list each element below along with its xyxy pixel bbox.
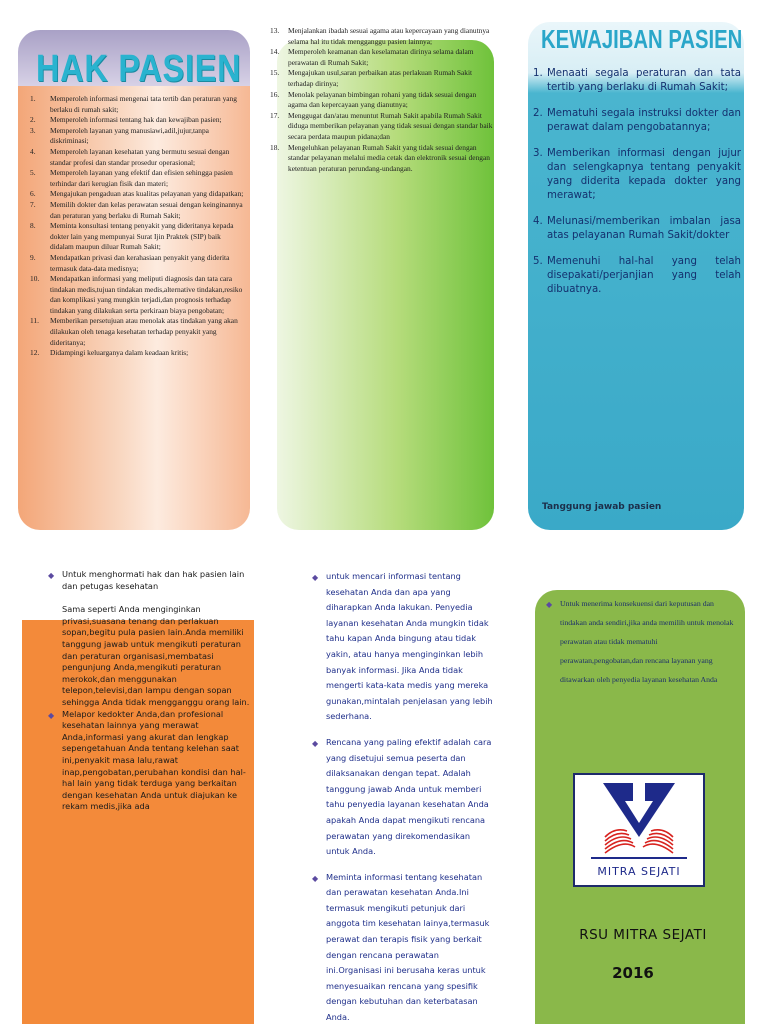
list-item-number: 2. [533,108,543,119]
list-item-number: 3. [533,148,543,159]
bullet-icon: ◆ [312,738,319,748]
list-item [533,215,741,243]
list-item [270,111,496,143]
list-item-text: Memperoleh keamanan dan keselamatan dirinya selama dalam perawatan di Rumah Sakit; [288,47,474,67]
hak-pasien-list [30,94,244,359]
list-item-text: Menolak pelayanan bimbingan rohani yang tidak sesuai dengan agama dan kepercayaan yang dianutnya; [288,89,477,110]
list-item-number: 9. [30,252,36,262]
list-item-number: 5. [533,256,543,267]
bullet-icon: ◆ [312,573,319,582]
list-item [30,189,244,200]
list-item [30,221,244,253]
list-item [30,126,244,147]
list-item-text: Memberikan informasi dengan jujur dan selengkapnya tentang penyakit yang diderita kepada dokter yang merawat; [547,148,741,201]
kewajiban-pasien-list [533,67,741,309]
list-item [48,569,252,592]
list-item-text: Melunasi/memberikan imbalan jasa atas pelayanan Rumah Sakit/dokter [547,216,741,241]
list-item-text: Memperoleh informasi mengenai tata tertib dan peraturan yang berlaku di rumah sakit; [50,94,237,114]
svg-text:MITRA SEJATI: MITRA SEJATI [597,865,681,878]
list-item-text: Mendapatkan informasi yang meliputi diagnosis dan tata cara tindakan medis,tujuan tindakan medis,alternative tindakan,resiko dan komplikasi yang mungkin terjadi,dan prognosis terhadap tindakan yang dilakukan serta perkiraan biaya pengobatan; [50,274,243,315]
list-item-text: Mengeluhkan pelayanan Rumah Sakit yang tidak sesuai dengan standar pelayanan melalui media cetak dan elektronik sesuai dengan ketentuan peraturan perundang-undangan. [288,142,490,173]
list-item-number: 10. [30,274,40,284]
list-item-text: Memperoleh layanan yang manusiawi,adil,jujur,tanpa diskriminasi; [50,125,209,146]
list-item-text: Memperoleh layanan yang efektif dan efisien sehingga pasien terhindar dari kerugian fisik dan materi; [50,168,233,188]
kewajiban-pasien-title: KEWAJIBAN PASIEN [541,24,743,54]
list-item-text: Didampingi keluarganya dalam keadaan kritis; [50,348,189,358]
list-item-number: 8. [30,221,36,231]
list-item [62,604,252,708]
list-item [312,735,494,860]
list-item-text: Mematuhi segala instruksi dokter dan perawat dalam pengobatannya; [547,108,741,133]
list-item-text: Memperoleh informasi tentang hak dan kewajiban pasien; [50,115,222,125]
list-item-number: 4. [533,216,543,227]
list-item-number: 17. [270,110,280,120]
list-item [546,594,740,689]
list-item-text: Meminta konsultasi tentang penyakit yang dideritanya kepada dokter lain yang mempunyai Surat Ijin Praktek (SIP) baik didalam maupun diluar Rumah Sakit; [50,221,234,252]
list-item-text: Memberikan persetujuan atau menolak atas tindakan yang akan dilakukan oleh tenaga kesehatan terhadap penyakit yang dideritanya; [50,316,238,347]
list-item [48,708,252,813]
list-item-number: 3. [30,125,36,135]
list-item-number: 1. [533,68,543,79]
logo-graphic [575,775,703,885]
bullet-icon: ◆ [546,600,553,609]
list-item-text: Untuk menerima konsekuensi dari keputusan dan tindakan anda sendiri,jika anda memilih untuk menolak perawatan atau tidak mematuhi perawatan,pengobatan,dan rencana layanan yang ditawarkan oleh penyedia layanan kesehatan Anda [560,599,734,684]
list-item-number: 7. [30,199,36,209]
list-item [533,107,741,135]
list-item-text: Mengajukan usul,saran perbaikan atas perlakuan Rumah Sakit terhadap dirinya; [288,68,473,88]
list-item [30,274,244,316]
list-item [312,870,494,1026]
orange-panel-text [48,569,252,813]
tanggung-jawab-label: Tanggung jawab pasien [542,502,662,512]
hospital-name: RSU MITRA SEJATI [579,927,707,943]
list-item-number: 1. [30,94,36,103]
list-item-text: Meminta informasi tentang kesehatan dan perawatan kesehatan Anda.Ini termasuk mengikuti petunjuk dari anggota tim kesehatan lainya,termasuk perawat dan terapis fisik yang berkait dengan rencana perawatan ini.Organisasi ini berusaha keras untuk menyesuaikan rencana yang spesifik dengan kebutuhan dan keterbatasan Anda. [326,871,490,1023]
list-item [30,200,244,221]
list-item-number: 11. [30,316,39,326]
list-item [270,143,496,175]
list-item-text: Mendapatkan privasi dan kerahasiaan penyakit yang diderita termasuk data-data medisnya; [50,252,230,273]
list-item [30,94,244,115]
list-item [312,569,494,725]
list-item-text: Memilih dokter dan kelas perawatan sesuai dengan keinginannya dan peraturan yang berlaku di Rumah Sakit; [50,199,243,220]
list-item [533,147,741,203]
list-item [30,168,244,189]
list-item-text: Melapor kedokter Anda,dan profesional kesehatan lainnya yang merawat Anda,informasi yang akurat dan lengkap sepengetahuan Anda tentang kelehan saat ini,penyakit masa lalu,rawat inap,pengobatan,perubahan kondisi dan hal-hal lain yang tidak terduga yang berkaitan dengan kesehatan Anda untuk diajukan ke rekam medis,jika ada [62,708,246,812]
list-item [270,90,496,111]
list-item-text: Menaati segala peraturan dan tata tertib yang berlaku di Rumah Sakit; [547,68,741,93]
list-item [270,68,496,89]
list-item-text: Rencana yang paling efektif adalah cara yang disetujui semua peserta dan dilaksanakan dengan tepat. Adalah tanggung jawab Anda untuk memberi tahu penyedia layanan kesehatan Anda apakah Anda dapat mengikuti rencana perawatan yang direkomendasikan untuk Anda. [326,736,492,857]
bullet-icon: ◆ [48,710,55,720]
list-item [533,255,741,297]
white-panel-text [312,569,494,1036]
list-item [270,26,496,47]
year-label: 2016 [612,964,654,982]
hak-pasien-list-continued [270,26,496,174]
list-item-number: 2. [30,115,36,125]
list-item [30,115,244,126]
list-item [30,348,244,359]
list-item-number: 14. [270,47,280,57]
list-item-number: 6. [30,189,36,199]
hak-pasien-title: HAK PASIEN [36,48,242,90]
list-item [30,316,244,348]
mitra-sejati-logo [573,773,705,887]
list-item-text: Menggugat dan/atau menuntut Rumah Sakit apabila Rumah Sakit diduga memberikan pelayanan yang tidak sesuai dengan standar baik secara perdata maupun pidana;dan [288,110,493,141]
list-item-text: Memperoleh layanan kesehatan yang bermutu sesuai dengan standar profesi dan standar prosedur operasional; [50,146,230,167]
list-item-number: 13. [270,26,280,35]
list-item-text: Mengajukan pengaduan atas kualitas pelayanan yang didapatkan; [50,189,244,199]
list-item-number: 15. [270,68,280,78]
bullet-icon: ◆ [312,873,319,883]
list-item-text: Untuk menghormati hak dan hak pasien lain dan petugas kesehatan [62,569,245,591]
list-item-number: 4. [30,146,36,156]
list-item-number: 12. [30,348,40,358]
list-item-text: untuk mencari informasi tentang kesehatan Anda dan apa yang diharapkan Anda lakukan. Penyedia layanan kesehatan Anda mungkin tidak tahu kapan Anda bingung atau tidak yakin, atau hanya menginginkan lebih banyak informasi. Jika Anda tidak mengerti kata-kata medis yang mereka gunakan,mintalah penjelasan yang lebih sederhana. [326,571,493,722]
bullet-icon: ◆ [48,571,55,580]
list-item-text: Sama seperti Anda menginginkan privasi,suasana tenang dan perlakuan sopan,begitu pula pasien lain.Anda memiliki tanggung jawab untuk mengikuti peraturan dan peraturan organisasi,membatasi pengunjung Anda,mengikuti peraturan merokok,dan menggunakan telepon,televisi,dan lampu dengan sopan sehingga Anda tidak mengganggu orang lain. [62,604,250,707]
list-item-text: Memenuhi hal-hal yang telah disepakati/perjanjian yang telah dibuatnya. [547,256,741,295]
list-item [30,253,244,274]
list-item [270,47,496,68]
list-item-number: 16. [270,89,280,99]
list-item [533,67,741,95]
list-item [30,147,244,168]
list-item-number: 5. [30,168,36,178]
list-item-number: 18. [270,142,280,152]
list-item-text: Menjalankan ibadah sesuai agama atau kepercayaan yang dianutnya selama hal itu tidak mengganggu pasien lainnya; [288,26,490,46]
green-panel-text [546,594,740,689]
